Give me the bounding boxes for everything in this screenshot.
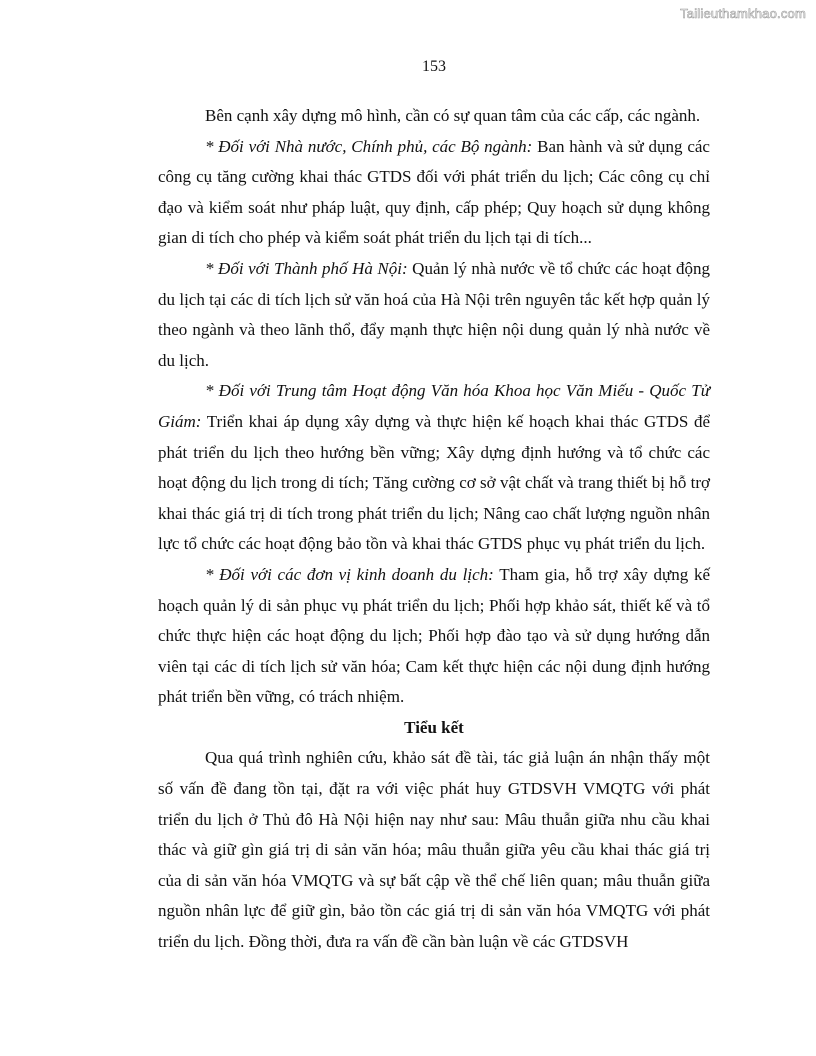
- paragraph-lead: * Đối với Thành phố Hà Nội:: [205, 258, 408, 278]
- document-body: [158, 101, 710, 958]
- paragraph-lead: * Đối với Trung tâm Hoạt động Văn hóa Khoa học Văn Miếu - Quốc Tử Giám:: [158, 381, 710, 431]
- paragraph-government: [158, 132, 710, 254]
- paragraph-text: Ban hành và sử dụng các công cụ tăng cường khai thác GTDS đối với phát triển du lịch; Các công cụ chỉ đạo và kiểm soát như pháp luật, quy định, cấp phép; Quy hoạch sử dụng không gian di tích cho phép và kiểm soát phát triển du lịch tại di tích...: [158, 136, 710, 248]
- paragraph-text: Tham gia, hỗ trợ xây dựng kế hoạch quản lý di sản phục vụ phát triển du lịch; Phối hợp khảo sát, thiết kế và tổ chức thực hiện các hoạt động du lịch; Phối hợp đào tạo và sử dụng hướng dẫn viên tại các di tích lịch sử văn hóa; Cam kết thực hiện các nội dung định hướng phát triển bền vững, có trách nhiệm.: [158, 564, 710, 707]
- watermark-text: Tailieuthamkhao.com: [680, 6, 806, 21]
- summary-paragraph: Qua quá trình nghiên cứu, khảo sát đề tài, tác giả luận án nhận thấy một số vấn đề đang tồn tại, đặt ra với việc phát huy GTDSVH VMQTG với phát triển du lịch ở Thủ đô Hà Nội hiện nay như sau: Mâu thuẫn giữa nhu cầu khai thác và giữ gìn giá trị di sản văn hóa; mâu thuẫn giữa yêu cầu khai thác giá trị của di sản văn hóa VMQTG và sự bất cập về thể chế liên quan; mâu thuẫn giữa nguồn nhân lực để giữ gìn, bảo tồn các giá trị di sản văn hóa VMQTG với phát triển du lịch. Đồng thời, đưa ra vấn đề cần bàn luận về các GTDSVH: [158, 748, 710, 952]
- paragraph-tourism-businesses: [158, 560, 710, 713]
- paragraph-text: Bên cạnh xây dựng mô hình, cần có sự quan tâm của các cấp, các ngành.: [205, 106, 701, 125]
- paragraph-lead: * Đối với các đơn vị kinh doanh du lịch:: [205, 564, 494, 584]
- page-number: 153: [422, 58, 446, 75]
- paragraph-hanoi-city: [158, 254, 710, 376]
- paragraph-intro: [158, 101, 710, 132]
- paragraph-text: Triển khai áp dụng xây dựng và thực hiện kế hoạch khai thác GTDS để phát triển du lịch theo hướng bền vững; Xây dựng định hướng và tổ chức các hoạt động du lịch trong di tích; Tăng cường cơ sở vật chất và trang thiết bị hỗ trợ khai thác giá trị di tích trong phát triển du lịch; Nâng cao chất lượng nguồn nhân lực tổ chức các hoạt động bảo tồn và khai thác GTDS phục vụ phát triển du lịch.: [158, 411, 710, 554]
- paragraph-lead: * Đối với Nhà nước, Chính phủ, các Bộ ngành:: [205, 136, 533, 156]
- paragraph-cultural-center: [158, 376, 710, 560]
- section-heading: Tiểu kết: [404, 717, 464, 737]
- paragraph-text: Quản lý nhà nước về tổ chức các hoạt động du lịch tại các di tích lịch sử văn hoá của Hà Nội trên nguyên tắc kết hợp quản lý theo ngành và theo lãnh thổ, đẩy mạnh thực hiện nội dung quản lý nhà nước về du lịch.: [158, 258, 710, 370]
